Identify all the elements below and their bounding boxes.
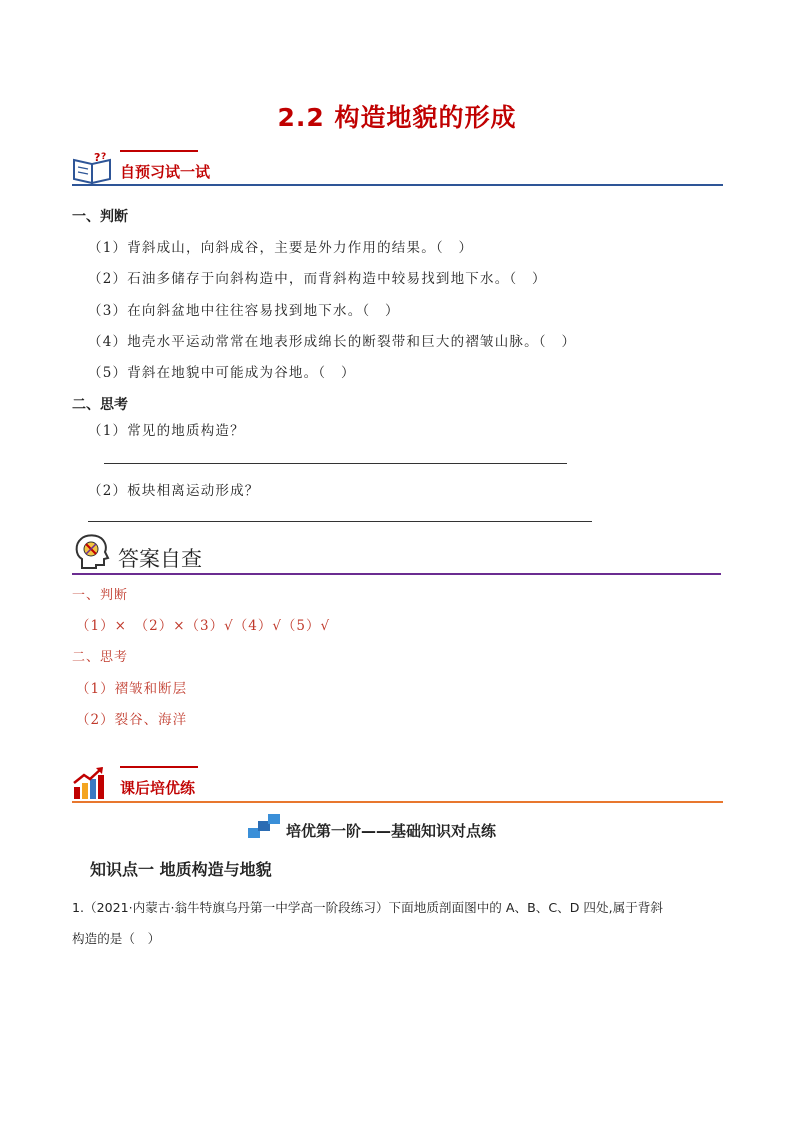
judge-heading: 一、判断 bbox=[72, 209, 128, 225]
question-item: （3）在向斜盆地中往往容易找到地下水。（ ） bbox=[88, 303, 400, 319]
answer-think-item: （2）裂谷、海洋 bbox=[76, 712, 188, 728]
question-item: （1）背斜成山，向斜成谷，主要是外力作用的结果。（ ） bbox=[88, 240, 474, 256]
section-label-practice: 课后培优练 bbox=[120, 779, 196, 797]
answer-think-item: （1）褶皱和断层 bbox=[76, 681, 188, 697]
head-thinking-icon bbox=[72, 532, 112, 572]
svg-text:?: ? bbox=[94, 151, 101, 164]
answer-think-heading: 二、思考 bbox=[72, 650, 129, 665]
think-item: （2）板块相离运动形成？ bbox=[88, 483, 260, 499]
question-item: （5）背斜在地貌中可能成为谷地。（ ） bbox=[88, 365, 356, 381]
answer-judge-line: （1）× （2）×（3）√（4）√（5）√ bbox=[76, 618, 331, 634]
question-item: （4）地壳水平运动常常在地表形成绵长的断裂带和巨大的褶皱山脉。（ ） bbox=[88, 334, 577, 350]
section-label-answers: 答案自查 bbox=[118, 547, 202, 571]
question-stem: 构造的是（ ） bbox=[72, 931, 161, 946]
answer-blank-line[interactable] bbox=[104, 463, 567, 464]
think-heading: 二、思考 bbox=[72, 397, 128, 413]
question-item: （2）石油多储存于向斜构造中，而背斜构造中较易找到地下水。（ ） bbox=[88, 271, 547, 287]
section-label-preview: 自预习试一试 bbox=[120, 163, 211, 181]
question-stem: 1.（2021·内蒙古·翁牛特旗乌丹第一中学高一阶段练习）下面地质剖面图中的 A、B、C、D 四处,属于背斜 bbox=[72, 900, 663, 915]
answer-judge-heading: 一、判断 bbox=[72, 588, 129, 603]
growth-chart-icon bbox=[72, 765, 108, 801]
book-icon bbox=[72, 150, 114, 186]
practice-subheading: 培优第一阶——基础知识对点练 bbox=[286, 822, 497, 840]
section-accent-line bbox=[120, 150, 198, 152]
section-divider bbox=[72, 801, 723, 803]
think-item: （1）常见的地质构造？ bbox=[88, 423, 245, 439]
answer-blank-line[interactable] bbox=[88, 521, 592, 522]
page-title: 2.2 构造地貌的形成 bbox=[277, 103, 517, 132]
section-divider bbox=[72, 184, 723, 186]
svg-text:?: ? bbox=[101, 152, 107, 162]
section-divider bbox=[72, 573, 721, 575]
stairs-icon bbox=[248, 813, 282, 839]
section-accent-line bbox=[120, 766, 198, 768]
knowledge-point-heading: 知识点一 地质构造与地貌 bbox=[90, 860, 272, 879]
